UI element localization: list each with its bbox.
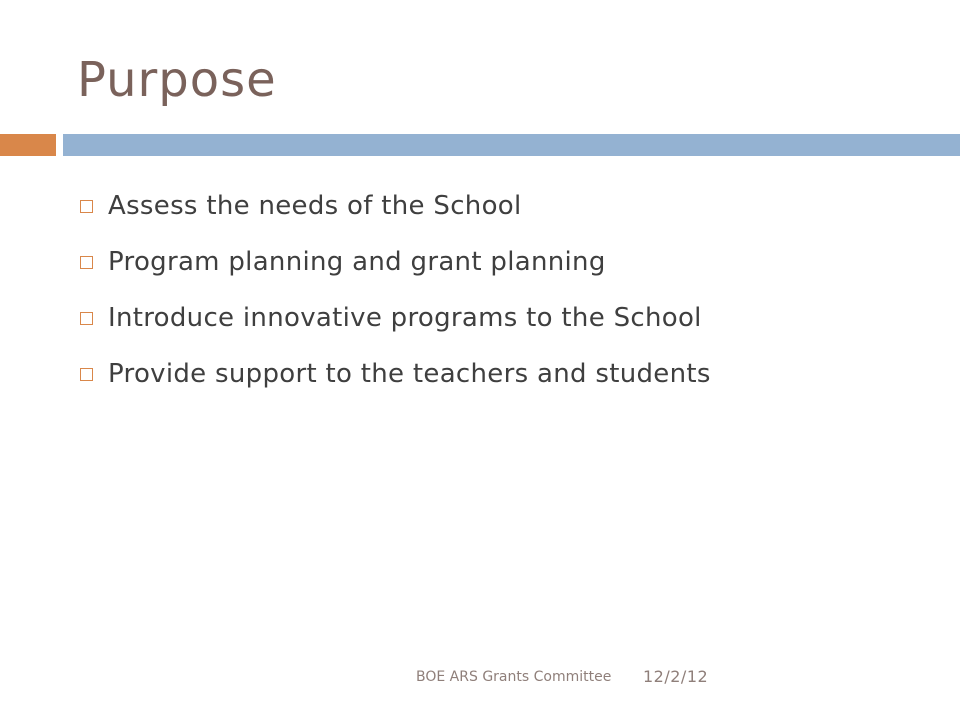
bullet-list	[80, 178, 711, 402]
hollow-square-icon	[80, 256, 93, 269]
title-divider-bar	[63, 134, 960, 156]
title-accent-bar	[0, 134, 56, 156]
bullet-text: Program planning and grant planning	[108, 247, 606, 277]
footer-date: 12/2/12	[643, 667, 709, 686]
hollow-square-icon	[80, 368, 93, 381]
bullet-text: Assess the needs of the School	[108, 191, 522, 221]
bullet-item	[80, 290, 711, 346]
bullet-text: Provide support to the teachers and students	[108, 359, 711, 389]
bullet-item	[80, 234, 711, 290]
bullet-text: Introduce innovative programs to the School	[108, 303, 702, 333]
bullet-item	[80, 178, 711, 234]
slide-footer	[0, 666, 960, 690]
slide-title: Purpose	[77, 52, 277, 108]
hollow-square-icon	[80, 200, 93, 213]
footer-title: BOE ARS Grants Committee	[416, 669, 612, 685]
hollow-square-icon	[80, 312, 93, 325]
bullet-item	[80, 346, 711, 402]
